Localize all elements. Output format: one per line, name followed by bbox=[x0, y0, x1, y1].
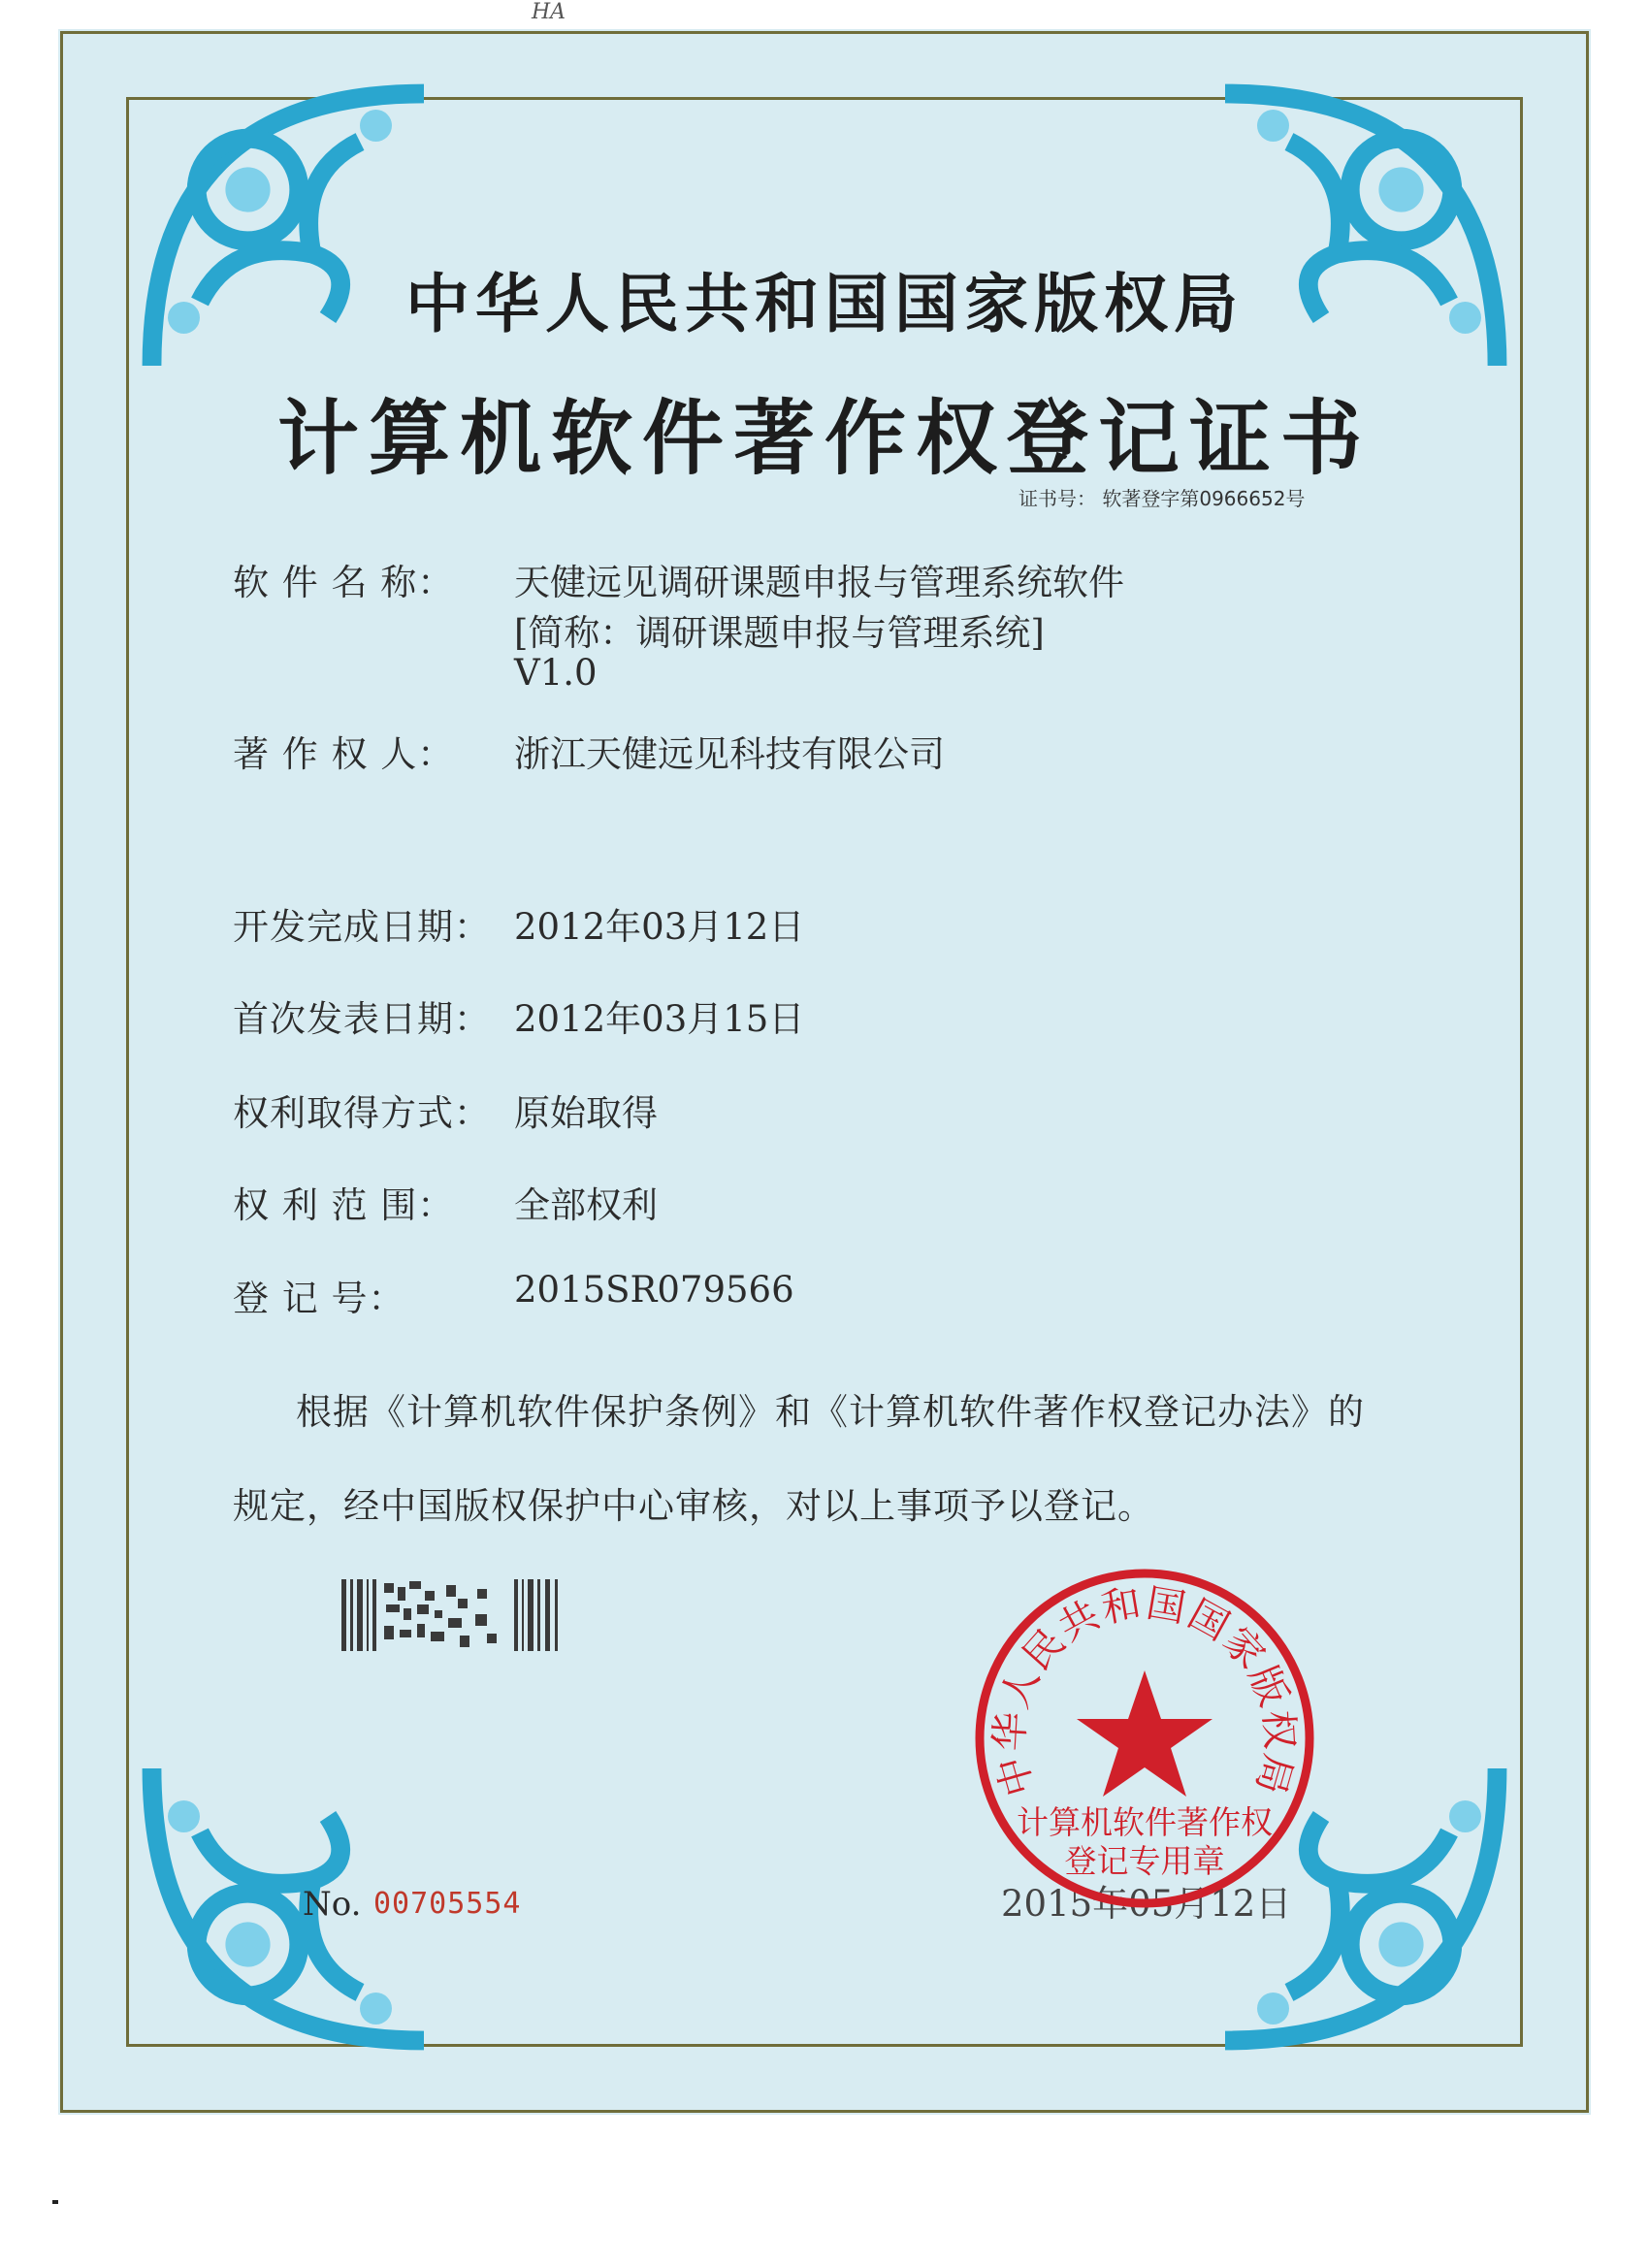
corner-ornament-top-right bbox=[1193, 78, 1513, 398]
field-value-rights-scope: 全部权利 bbox=[514, 1184, 658, 1226]
field-label-rights-scope: 权 利 范 围： bbox=[233, 1184, 455, 1226]
corner-ornament-top-left bbox=[136, 78, 456, 398]
field-value-software-name: 天健远见调研课题申报与管理系统软件 bbox=[514, 562, 1124, 603]
field-label-copyright-owner: 著 作 权 人： bbox=[233, 733, 455, 775]
barcode bbox=[341, 1579, 565, 1651]
handwritten-mark: HA bbox=[532, 0, 566, 24]
field-value-copyright-owner: 浙江天健远见科技有限公司 bbox=[514, 733, 945, 775]
certificate-number: 证书号： 软著登字第0966652号 bbox=[1018, 487, 1306, 510]
field-label-software-name: 软 件 名 称： bbox=[233, 562, 455, 603]
field-value-software-version: V1.0 bbox=[514, 652, 598, 694]
seal-inner-line-1: 计算机软件著作权 bbox=[1017, 1803, 1273, 1841]
statement-line-2: 规定，经中国版权保护中心审核，对以上事项予以登记。 bbox=[233, 1485, 1154, 1527]
field-value-completion-date: 2012年03月12日 bbox=[514, 906, 805, 948]
field-label-first-publish-date: 首次发表日期： bbox=[233, 998, 491, 1040]
seal-star-icon bbox=[1077, 1670, 1212, 1797]
statement-line-1: 根据《计算机软件保护条例》和《计算机软件著作权登记办法》的 bbox=[296, 1391, 1365, 1433]
serial-number-label: No. bbox=[303, 1885, 362, 1924]
issuing-authority: 中华人民共和国国家版权局 bbox=[405, 267, 1244, 341]
certificate-title: 计算机软件著作权登记证书 bbox=[276, 390, 1372, 486]
field-value-software-short-name: [简称：调研课题申报与管理系统] bbox=[514, 612, 1045, 654]
field-label-acquisition-method: 权利取得方式： bbox=[233, 1092, 491, 1134]
field-label-completion-date: 开发完成日期： bbox=[233, 906, 491, 948]
field-value-registration-number: 2015SR079566 bbox=[514, 1269, 794, 1311]
field-label-registration-number: 登 记 号： bbox=[233, 1278, 405, 1319]
issue-date: 2015年05月12日 bbox=[1001, 1883, 1292, 1925]
seal-ring-text: 中华人民共和国国家版权局 bbox=[987, 1580, 1302, 1801]
official-seal bbox=[970, 1564, 1319, 1913]
field-value-acquisition-method: 原始取得 bbox=[514, 1092, 658, 1134]
serial-number: 00705554 bbox=[373, 1887, 522, 1921]
field-value-first-publish-date: 2012年03月15日 bbox=[514, 998, 805, 1040]
scan-speck bbox=[52, 2200, 58, 2204]
seal-inner-line-2: 登记专用章 bbox=[1064, 1842, 1225, 1880]
